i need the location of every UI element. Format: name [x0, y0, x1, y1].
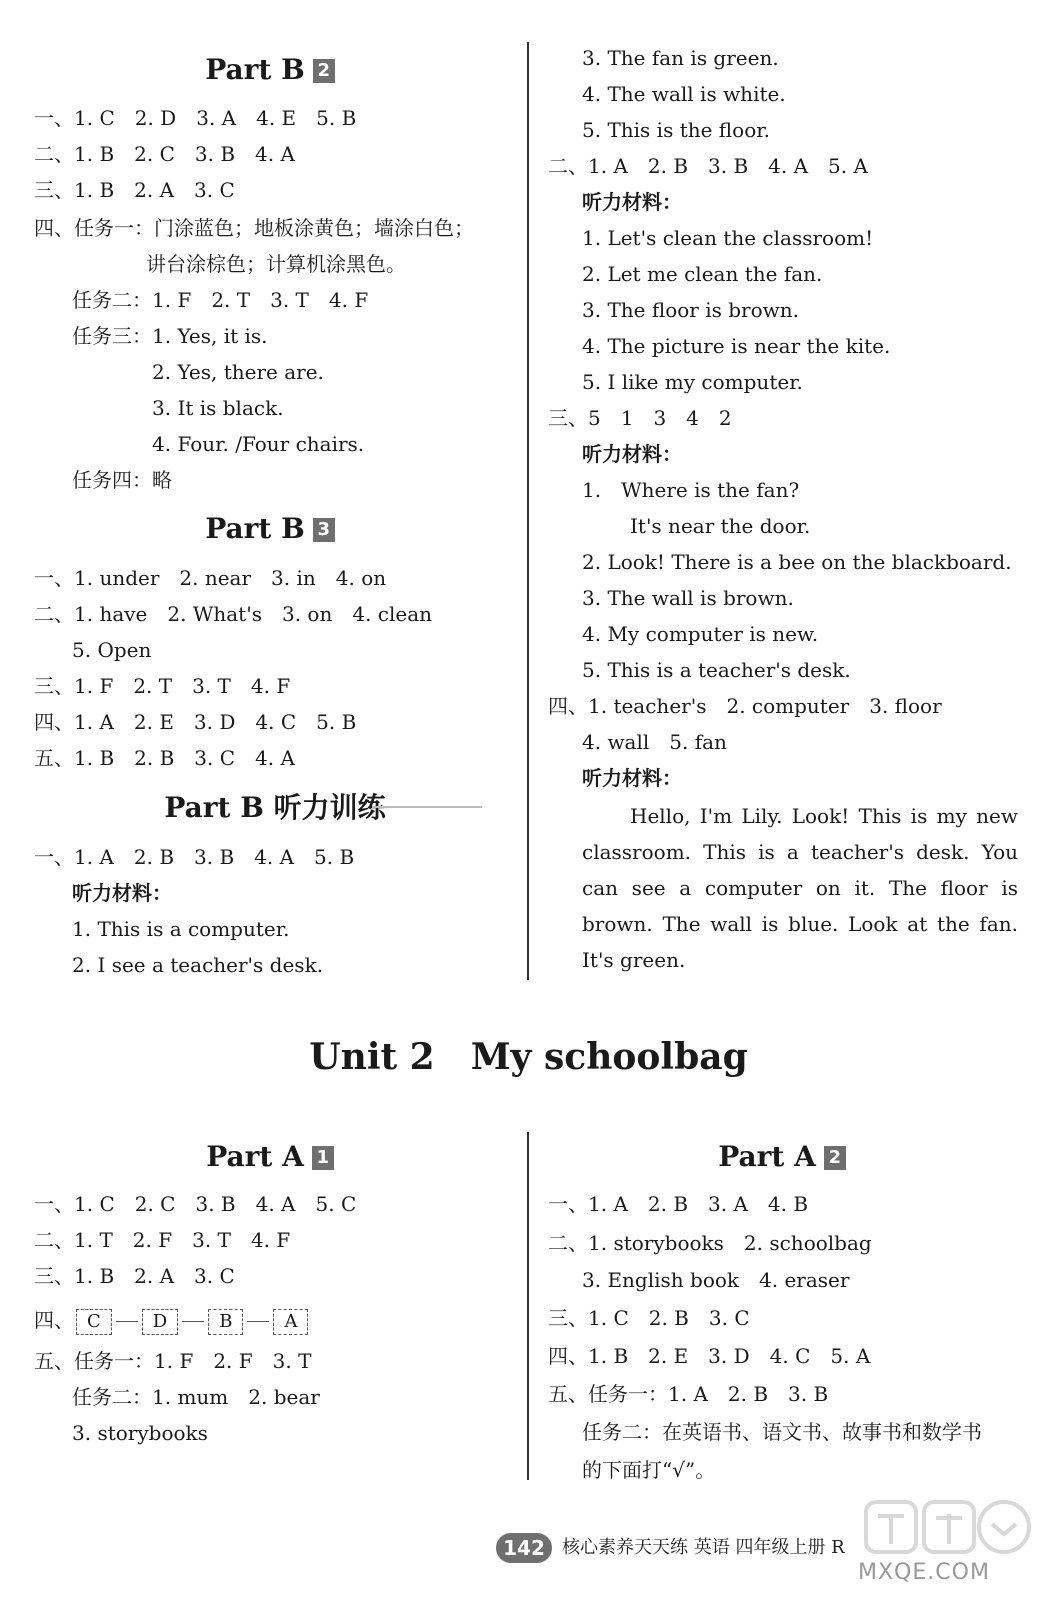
answer-line: 三、1. B 2. A 3. C	[34, 1264, 235, 1288]
answer-line: 任务二：在英语书、语文书、故事书和数学书	[582, 1420, 982, 1444]
answer-line: 4. The wall is white.	[582, 82, 786, 106]
answer-line: 3. The floor is brown.	[582, 298, 799, 322]
answer-line: 3. The wall is brown.	[582, 586, 794, 610]
answer-line: 5. This is a teacher's desk.	[582, 658, 851, 682]
part-b-listening-heading	[140, 790, 410, 826]
answer-line: 三、1. F 2. T 3. T 4. F	[34, 674, 291, 698]
answer-line: 2. Let me clean the fan.	[582, 262, 823, 286]
question-label: 四、	[34, 1308, 74, 1332]
number-badge: 2	[824, 1146, 846, 1170]
answer-box: A	[273, 1309, 308, 1335]
heading-title: Part B 听力训练	[164, 791, 386, 824]
answer-line: 1. Where is the fan?	[582, 478, 800, 502]
answer-line: 二、1. A 2. B 3. B 4. A 5. A	[548, 154, 868, 178]
answer-box: D	[142, 1309, 178, 1335]
answer-line: 3. The fan is green.	[582, 46, 779, 70]
answer-line: 五、任务一：1. A 2. B 3. B	[548, 1382, 829, 1406]
heading-title: Part A	[206, 1140, 304, 1173]
answer-line: 二、1. B 2. C 3. B 4. A	[34, 142, 295, 166]
section-label: 听力材料：	[582, 190, 682, 214]
answer-line: 任务四：略	[72, 468, 172, 492]
answer-line: 2. Look! There is a bee on the blackboard.	[582, 550, 1012, 574]
answer-line: 四、1. A 2. E 3. D 4. C 5. B	[34, 710, 357, 734]
answer-line: 三、5 1 3 4 2	[548, 406, 732, 430]
column-divider	[527, 1132, 529, 1480]
answer-line: 三、1. C 2. B 3. C	[548, 1306, 750, 1330]
answer-line: 的下面打“√”。	[582, 1458, 716, 1482]
section-label: 听力材料：	[582, 766, 682, 790]
answer-line: 任务二：1. F 2. T 3. T 4. F	[72, 288, 369, 312]
answer-line: 二、1. have 2. What's 3. on 4. clean	[34, 602, 433, 626]
answer-line: 四、1. teacher's 2. computer 3. floor	[548, 694, 942, 718]
part-b-3-heading	[150, 511, 390, 547]
answer-line: 四、1. B 2. E 3. D 4. C 5. A	[548, 1344, 871, 1368]
answer-line: It's near the door.	[630, 514, 811, 538]
answer-line: 3. It is black.	[152, 396, 284, 420]
answer-line: 任务二：1. mum 2. bear	[72, 1385, 320, 1409]
answer-line: 5. This is the floor.	[582, 118, 770, 142]
answer-line: 一、1. A 2. B 3. B 4. A 5. B	[34, 845, 355, 869]
answer-line: 五、任务一：1. F 2. F 3. T	[34, 1349, 312, 1373]
answer-line: 5. Open	[72, 638, 152, 662]
number-badge: 1	[312, 1146, 334, 1170]
answer-line: 4. wall 5. fan	[582, 730, 727, 754]
answer-line: 一、1. C 2. C 3. B 4. A 5. C	[34, 1192, 357, 1216]
watermark-text: MXQE.COM	[858, 1560, 990, 1585]
listening-passage: Hello, I'm Lily. Look! This is my new classroom. This is a teacher's desk. You can see a computer on it. The floor is brown. The wall is blue. Look at the fan. It's green.	[582, 804, 1018, 972]
part-a-1-heading	[150, 1139, 390, 1175]
section-label: 听力材料：	[582, 442, 682, 466]
book-title: 核心素养天天练 英语 四年级上册 R	[562, 1537, 845, 1558]
number-badge: 3	[313, 518, 335, 542]
section-label: 听力材料：	[72, 881, 172, 905]
answer-line: 一、1. C 2. D 3. A 4. E 5. B	[34, 106, 357, 130]
answer-line: 4. My computer is new.	[582, 622, 819, 646]
number-badge: 2	[313, 59, 335, 83]
heading-title: Part A	[718, 1140, 816, 1173]
answer-line: 五、1. B 2. B 3. C 4. A	[34, 746, 295, 770]
answer-line: 1. This is a computer.	[72, 917, 290, 941]
heading-title: Part B	[205, 512, 305, 545]
answer-line: 任务三：1. Yes, it is.	[72, 324, 268, 348]
heading-title: Part B	[205, 53, 305, 86]
part-b-2-heading	[150, 52, 390, 88]
column-divider	[527, 42, 529, 980]
answer-line: 讲台涂棕色；计算机涂黑色。	[146, 252, 406, 276]
answer-line: 二、1. storybooks 2. schoolbag	[548, 1231, 872, 1255]
answer-line: 3. English book 4. eraser	[582, 1268, 850, 1292]
unit-title: Unit 2 My schoolbag	[309, 1036, 748, 1078]
answer-line: 3. storybooks	[72, 1421, 208, 1445]
page-number: 142	[496, 1533, 552, 1563]
answer-line: 2. I see a teacher's desk.	[72, 953, 324, 977]
answer-line: 二、1. T 2. F 3. T 4. F	[34, 1228, 291, 1252]
ordering-answer	[34, 1306, 310, 1335]
answer-line: 三、1. B 2. A 3. C	[34, 178, 235, 202]
answer-line: 4. Four. /Four chairs.	[152, 432, 365, 456]
answer-line: 4. The picture is near the kite.	[582, 334, 891, 358]
answer-line: 2. Yes, there are.	[152, 360, 324, 384]
answer-line: 一、1. A 2. B 3. A 4. B	[548, 1192, 809, 1216]
answer-line: 一、1. under 2. near 3. in 4. on	[34, 566, 387, 590]
connector	[116, 1321, 138, 1322]
connector	[182, 1321, 204, 1322]
part-a-2-heading	[662, 1139, 902, 1175]
answer-line: 1. Let's clean the classroom!	[582, 226, 874, 250]
answer-line: 5. I like my computer.	[582, 370, 803, 394]
answer-line: 四、任务一：门涂蓝色；地板涂黄色；墙涂白色；	[34, 216, 474, 240]
answer-box: C	[76, 1309, 112, 1335]
connector	[247, 1321, 269, 1322]
decorative-rule	[372, 806, 482, 808]
answer-box: B	[208, 1309, 243, 1335]
